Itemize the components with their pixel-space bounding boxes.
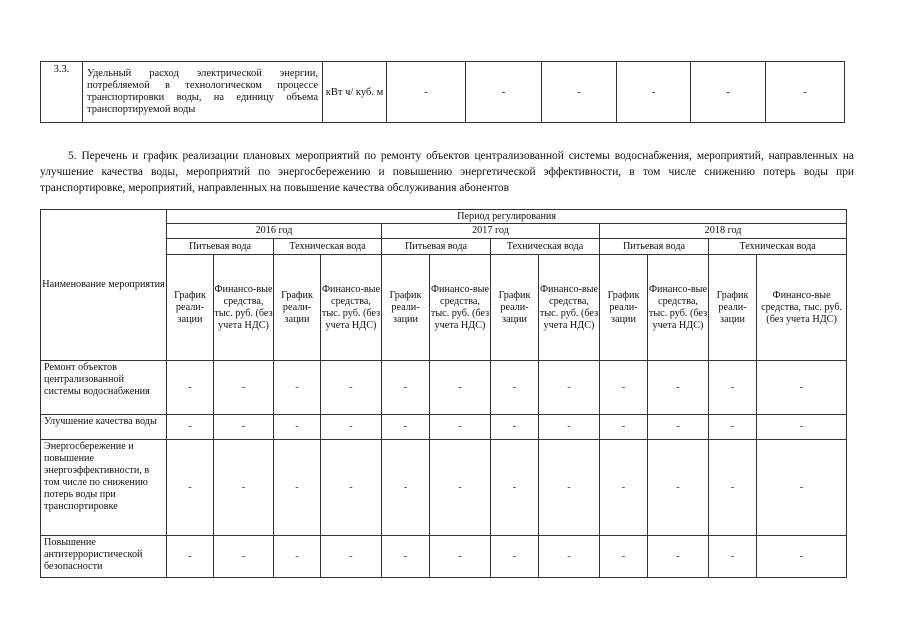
value-cell: - (491, 536, 539, 578)
year-header: 2017 год (382, 224, 600, 239)
value-cell: - (321, 536, 382, 578)
table-row (41, 415, 847, 440)
water-type-header: Техническая вода (491, 239, 600, 255)
period-header: Период регулирования (167, 210, 847, 224)
value-cell: - (539, 536, 600, 578)
value-cell: - (430, 536, 491, 578)
value-cell: - (709, 536, 757, 578)
value-cell: - (600, 415, 648, 440)
name-header: Наименование мероприятия (41, 210, 167, 361)
value-cell: - (382, 536, 430, 578)
value-cell: - (382, 415, 430, 440)
value-cell: - (757, 415, 847, 440)
value-cell: - (539, 415, 600, 440)
year-header: 2016 год (167, 224, 382, 239)
value-cell: - (274, 415, 321, 440)
value-cell: - (167, 536, 214, 578)
value-cell: - (321, 440, 382, 536)
schedule-header: График реали-зации (382, 255, 430, 361)
value-cell: - (709, 440, 757, 536)
value-cell: - (214, 415, 274, 440)
value-cell: - (757, 536, 847, 578)
value-cell: - (167, 361, 214, 415)
value-cell: - (466, 62, 542, 123)
section-paragraph: 5. Перечень и график реализации плановых мероприятий по ремонту объектов централизованной системы водоснабжения, мероприятий, направленных на улучшение качества воды, мероприятий по энергосбережению и повышению энергетической эффективности, в том числе снижению потерь воды при транспортировке, мероприятий, направленных на повышение качества обслуживания абонентов (40, 150, 854, 194)
activity-name: Улучшение качества воды (41, 415, 167, 440)
value-cell: - (757, 440, 847, 536)
value-cell: - (709, 361, 757, 415)
value-cell: - (382, 440, 430, 536)
finance-header: Финансо-вые средства, тыс. руб. (без учета НДС) (430, 255, 491, 361)
table-row (41, 361, 847, 415)
value-cell: - (274, 440, 321, 536)
row-description: Удельный расход электрической энергии, потребляемой в технологическом процессе транспортировки воды, на единицу объема транспортируемой воды (83, 62, 323, 123)
schedule-header: График реали-зации (491, 255, 539, 361)
table-row (41, 62, 845, 123)
table-row (41, 440, 847, 536)
value-cell: - (491, 361, 539, 415)
value-cell: - (430, 361, 491, 415)
value-cell: - (387, 62, 466, 123)
finance-header: Финансо-вые средства, тыс. руб. (без учета НДС) (214, 255, 274, 361)
value-cell: - (600, 361, 648, 415)
value-cell: - (321, 415, 382, 440)
year-header: 2018 год (600, 224, 847, 239)
activities-table (40, 209, 847, 578)
value-cell: - (539, 361, 600, 415)
value-cell: - (430, 415, 491, 440)
finance-header: Финансо-вые средства, тыс. руб. (без учета НДС) (757, 255, 847, 361)
value-cell: - (430, 440, 491, 536)
value-cell: - (757, 361, 847, 415)
finance-header: Финансо-вые средства, тыс. руб. (без учета НДС) (648, 255, 709, 361)
activity-name: Ремонт объектов централизованной системы водоснабжения (41, 361, 167, 415)
value-cell: - (766, 62, 845, 123)
schedule-header: График реали-зации (274, 255, 321, 361)
finance-header: Финансо-вые средства, тыс. руб. (без учета НДС) (321, 255, 382, 361)
value-cell: - (691, 62, 766, 123)
value-cell: - (617, 62, 691, 123)
finance-header: Финансо-вые средства, тыс. руб. (без учета НДС) (539, 255, 600, 361)
row-unit: кВт ч/ куб. м (323, 62, 387, 123)
value-cell: - (648, 536, 709, 578)
activity-name: Повышение антитеррористической безопасности (41, 536, 167, 578)
value-cell: - (648, 361, 709, 415)
value-cell: - (321, 361, 382, 415)
schedule-header: График реали-зации (709, 255, 757, 361)
water-type-header: Питьевая вода (167, 239, 274, 255)
value-cell: - (274, 361, 321, 415)
water-type-header: Питьевая вода (600, 239, 709, 255)
water-type-header: Техническая вода (709, 239, 847, 255)
value-cell: - (382, 361, 430, 415)
value-cell: - (491, 440, 539, 536)
value-cell: - (214, 440, 274, 536)
value-cell: - (600, 536, 648, 578)
value-cell: - (214, 361, 274, 415)
value-cell: - (214, 536, 274, 578)
water-type-header: Техническая вода (274, 239, 382, 255)
schedule-header: График реали-зации (167, 255, 214, 361)
value-cell: - (491, 415, 539, 440)
value-cell: - (167, 440, 214, 536)
value-cell: - (648, 415, 709, 440)
value-cell: - (709, 415, 757, 440)
activity-name: Энергосбережение и повышение энергоэффективности, в том числе по снижению потерь воды при транспортировке (41, 440, 167, 536)
value-cell: - (274, 536, 321, 578)
value-cell: - (648, 440, 709, 536)
top-indicator-table (40, 61, 845, 123)
schedule-header: График реали-зации (600, 255, 648, 361)
value-cell: - (167, 415, 214, 440)
value-cell: - (542, 62, 617, 123)
value-cell: - (600, 440, 648, 536)
water-type-header: Питьевая вода (382, 239, 491, 255)
table-row (41, 536, 847, 578)
row-number: 3.3. (41, 62, 83, 123)
value-cell: - (539, 440, 600, 536)
